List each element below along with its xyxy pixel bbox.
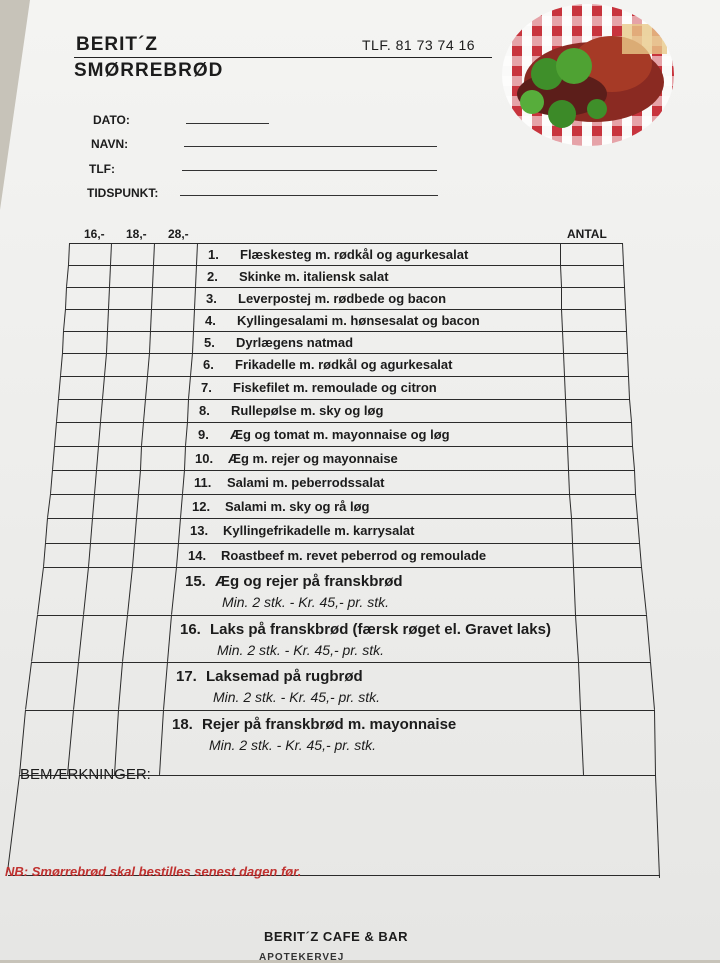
table-column-line xyxy=(650,662,655,710)
item-name: Æg og rejer på franskbrød xyxy=(215,573,403,590)
table-column-line xyxy=(100,399,103,422)
table-column-line xyxy=(655,775,660,878)
table-column-line xyxy=(192,331,194,353)
item-number: 6. xyxy=(203,357,214,372)
price-header-28: 28,- xyxy=(168,227,189,241)
table-column-line xyxy=(37,567,44,615)
table-column-line xyxy=(92,494,95,518)
table-column-line xyxy=(571,518,573,543)
phone-number: TLF. 81 73 74 16 xyxy=(362,37,476,53)
item-name: Fiskefilet m. remoulade og citron xyxy=(233,380,437,395)
item-minimum-price: Min. 2 stk. - Kr. 45,- pr. stk. xyxy=(213,689,380,705)
table-column-line xyxy=(45,518,48,543)
table-column-line xyxy=(96,446,99,470)
table-column-line xyxy=(54,422,57,446)
table-column-line xyxy=(196,243,198,265)
order-note: NB: Smørrebrød skal bestilles senest dagen før. xyxy=(5,864,302,879)
table-row-line xyxy=(32,662,651,663)
table-column-line xyxy=(50,470,53,494)
footer-street: APOTEKERVEJ xyxy=(259,952,345,963)
table-column-line xyxy=(152,265,154,287)
table-column-line xyxy=(568,470,570,494)
table-column-line xyxy=(109,265,111,287)
table-column-line xyxy=(149,331,151,353)
table-column-line xyxy=(569,494,572,518)
table-column-line xyxy=(73,662,79,710)
field-label-navn: NAVN: xyxy=(91,137,129,151)
item-name: Salami m. peberrodssalat xyxy=(227,475,385,490)
item-number: 14. xyxy=(188,548,207,563)
item-name: Laks på franskbrød (færsk røget el. Gravet laks) xyxy=(210,621,551,638)
table-column-line xyxy=(578,662,581,710)
table-column-line xyxy=(147,353,150,376)
table-column-line xyxy=(83,567,89,615)
table-column-line xyxy=(43,543,46,567)
table-column-line xyxy=(561,287,562,309)
item-name: Kyllingesalami m. hønsesalat og bacon xyxy=(237,313,480,328)
table-column-line xyxy=(623,265,625,287)
field-label-dato: DATO: xyxy=(93,113,130,127)
item-number: 10. xyxy=(195,451,214,466)
table-column-line xyxy=(7,775,20,872)
table-column-line xyxy=(637,518,640,543)
item-name: Salami m. sky og rå løg xyxy=(225,499,370,514)
table-column-line xyxy=(635,494,638,518)
table-column-line xyxy=(580,710,584,775)
item-number: 17. xyxy=(176,668,197,685)
table-column-line xyxy=(178,518,181,543)
table-column-line xyxy=(145,376,148,399)
table-row-line xyxy=(64,331,627,332)
table-column-line xyxy=(68,243,70,265)
table-column-line xyxy=(60,353,63,376)
table-column-line xyxy=(187,399,189,422)
table-column-line xyxy=(118,662,123,710)
table-column-line xyxy=(90,518,93,543)
price-header-16: 16,- xyxy=(84,227,105,241)
table-column-line xyxy=(190,353,193,376)
item-minimum-price: Min. 2 stk. - Kr. 45,- pr. stk. xyxy=(209,737,376,753)
item-name: Laksemad på rugbrød xyxy=(206,668,363,685)
table-column-line xyxy=(625,309,627,331)
table-column-line xyxy=(562,331,564,353)
item-minimum-price: Min. 2 stk. - Kr. 45,- pr. stk. xyxy=(222,594,389,610)
item-name: Rejer på franskbrød m. mayonnaise xyxy=(202,716,457,733)
table-column-line xyxy=(65,287,67,309)
table-column-line xyxy=(195,265,197,287)
table-column-line xyxy=(66,265,69,287)
item-number: 5. xyxy=(204,335,215,350)
table-column-line xyxy=(140,446,142,470)
table-column-line xyxy=(567,446,569,470)
table-column-line xyxy=(163,662,168,710)
item-number: 1. xyxy=(208,247,219,262)
item-name: Leverpostej m. rødbede og bacon xyxy=(238,291,447,306)
table-column-line xyxy=(31,615,38,662)
table-row-line xyxy=(26,710,655,711)
table-column-line xyxy=(132,543,135,567)
table-column-line xyxy=(134,518,137,543)
item-name: Æg m. rejer og mayonnaise xyxy=(228,451,398,466)
remarks-label: BEMÆRKNINGER: xyxy=(20,766,151,783)
brand-name: BERIT´Z xyxy=(76,34,158,55)
table-column-line xyxy=(127,567,133,615)
table-column-line xyxy=(106,331,108,353)
table-column-line xyxy=(564,376,566,399)
table-column-line xyxy=(102,376,105,399)
table-column-line xyxy=(639,543,642,567)
table-column-line xyxy=(159,710,164,775)
table-column-line xyxy=(171,567,177,615)
table-column-line xyxy=(566,422,568,446)
table-column-line xyxy=(138,470,141,494)
item-number: 12. xyxy=(192,499,211,514)
table-column-line xyxy=(136,494,139,518)
field-label-tidspunkt: TIDSPUNKT: xyxy=(87,186,159,200)
table-row-line xyxy=(44,567,642,568)
item-number: 13. xyxy=(190,523,209,538)
table-column-line xyxy=(58,376,61,399)
table-column-line xyxy=(56,399,59,422)
item-number: 16. xyxy=(180,621,201,638)
table-column-line xyxy=(52,446,55,470)
table-column-line xyxy=(151,287,153,309)
table-column-line xyxy=(88,543,91,567)
footer-cafe-name: BERIT´Z CAFE & BAR xyxy=(264,929,409,944)
field-label-tlf: TLF: xyxy=(89,162,115,176)
item-number: 9. xyxy=(198,427,209,442)
table-column-line xyxy=(575,615,579,662)
table-column-line xyxy=(180,494,183,518)
table-column-line xyxy=(122,615,128,662)
table-row-line xyxy=(63,353,628,354)
table-column-line xyxy=(62,331,64,353)
item-number: 4. xyxy=(205,313,216,328)
brand-subtitle: SMØRREBRØD xyxy=(74,60,224,81)
item-name: Rullepølse m. sky og løg xyxy=(231,403,384,418)
table-column-line xyxy=(107,309,109,331)
table-column-line xyxy=(572,543,574,567)
table-column-line xyxy=(184,446,186,470)
table-column-line xyxy=(573,567,576,615)
table-column-line xyxy=(150,309,152,331)
table-column-line xyxy=(167,615,172,662)
table-column-line xyxy=(565,399,567,422)
item-minimum-price: Min. 2 stk. - Kr. 45,- pr. stk. xyxy=(217,642,384,658)
table-column-line xyxy=(78,615,84,662)
table-column-line xyxy=(560,243,561,265)
table-column-line xyxy=(141,422,144,446)
table-column-line xyxy=(560,265,562,287)
table-column-line xyxy=(108,287,110,309)
table-row-line xyxy=(67,287,625,288)
table-column-line xyxy=(110,243,112,265)
price-header-18: 18,- xyxy=(126,227,147,241)
table-column-line xyxy=(626,331,628,353)
table-column-line xyxy=(194,287,196,309)
table-column-line xyxy=(94,470,97,494)
table-column-line xyxy=(641,567,647,615)
table-row-line xyxy=(38,615,647,616)
table-column-line xyxy=(193,309,195,331)
table-column-line xyxy=(632,446,635,470)
table-column-line xyxy=(628,376,630,399)
table-column-line xyxy=(182,470,185,494)
item-name: Skinke m. italiensk salat xyxy=(239,269,389,284)
item-number: 15. xyxy=(185,573,206,590)
table-column-line xyxy=(631,422,633,446)
item-number: 2. xyxy=(207,269,218,284)
table-column-line xyxy=(629,399,632,422)
table-column-line xyxy=(622,243,624,265)
item-name: Kyllingefrikadelle m. karrysalat xyxy=(223,523,415,538)
table-column-line xyxy=(188,376,191,399)
table-column-line xyxy=(646,615,651,662)
table-column-line xyxy=(654,710,656,775)
table-column-line xyxy=(176,543,179,567)
item-number: 3. xyxy=(206,291,217,306)
item-name: Roastbeef m. revet peberrod og remoulade xyxy=(221,548,487,563)
table-column-line xyxy=(63,309,66,331)
table-column-line xyxy=(98,422,101,446)
item-name: Flæskesteg m. rødkål og agurkesalat xyxy=(240,247,469,262)
table-column-line xyxy=(627,353,629,376)
item-name: Frikadelle m. rødkål og agurkesalat xyxy=(235,357,453,372)
table-column-line xyxy=(624,287,626,309)
table-column-line xyxy=(143,399,146,422)
item-number: 8. xyxy=(199,403,210,418)
table-column-line xyxy=(185,422,188,446)
table-row-line xyxy=(46,543,640,544)
table-column-line xyxy=(104,353,107,376)
table-column-line xyxy=(634,470,636,494)
item-number: 18. xyxy=(172,716,193,733)
item-name: Æg og tomat m. mayonnaise og løg xyxy=(230,427,450,442)
item-number: 7. xyxy=(201,380,212,395)
table-column-line xyxy=(153,243,155,265)
table-column-line xyxy=(47,494,51,518)
table-column-line xyxy=(561,309,563,331)
table-column-line xyxy=(563,353,565,376)
item-number: 11. xyxy=(194,475,212,490)
quantity-header: ANTAL xyxy=(567,227,607,241)
item-name: Dyrlægens natmad xyxy=(236,335,354,350)
table-column-line xyxy=(25,662,32,710)
